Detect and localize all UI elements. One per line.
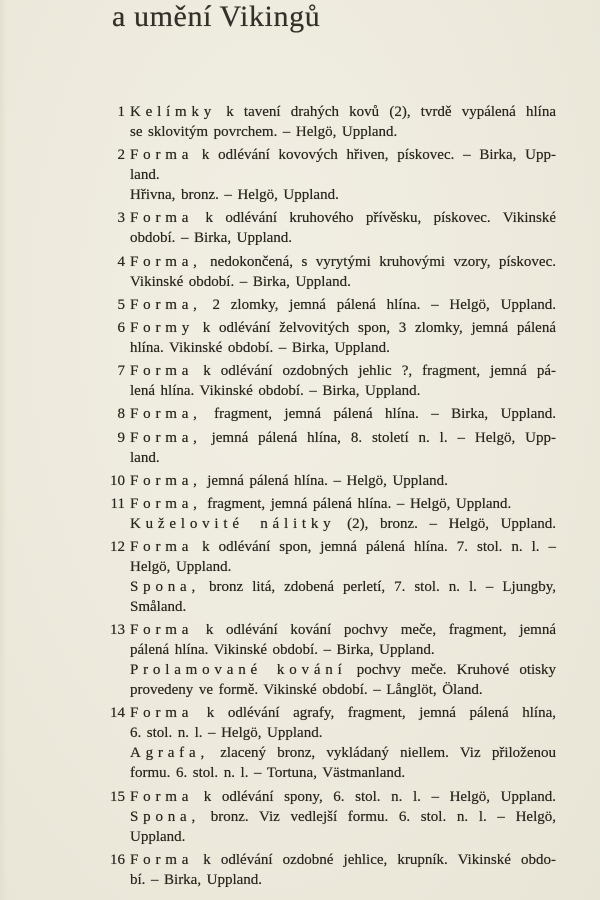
text-line: Forma k odlévání kruhového přívěsku, pískovec. Vikinské [130, 210, 556, 227]
item-number: 2 [117, 147, 125, 164]
text-line: Forma, jemná pálená hlína. – Helgö, Uppland. [130, 472, 448, 489]
text-line: land. [130, 167, 160, 184]
text-line: se sklovitým povrchem. – Helgö, Uppland. [130, 124, 398, 140]
entry-lead: Formy [130, 319, 195, 336]
item-number: 9 [117, 429, 125, 446]
item-number: 6 [117, 319, 125, 336]
text-line: Forma k odlévání spon, jemná pálená hlína. 7. stol. n. l. – [130, 539, 556, 556]
item-text [130, 703, 556, 783]
item-text [130, 850, 556, 890]
text-line: Agrafa, zlacený bronz, vykládaný niellem. Viz přiloženou [130, 745, 556, 762]
item-text [130, 252, 556, 292]
text-line: 6. stol. n. l. – Helgö, Uppland. [130, 725, 323, 742]
entry-lead: Forma [130, 210, 194, 227]
list-item [106, 208, 556, 248]
list-item [106, 145, 556, 205]
item-text [130, 145, 556, 205]
list-item [106, 318, 556, 358]
item-text [130, 494, 556, 534]
text-line: Kelímky k tavení drahých kovů (2), tvrdě vypálená hlína [130, 104, 556, 120]
item-number: 8 [117, 406, 125, 423]
item-number: 12 [110, 539, 125, 556]
entry-lead: Kuželovité nálitky [130, 515, 336, 532]
text-line: Forma k odlévání spony, 6. stol. n. l. – Helgö, Uppland. [130, 788, 556, 805]
item-text [130, 428, 556, 468]
item-number: 4 [117, 253, 125, 270]
item-text [130, 102, 556, 142]
entry-lead: Forma [130, 147, 194, 164]
list-item [106, 471, 556, 491]
text-line: Hřivna, bronz. – Helgö, Uppland. [130, 187, 339, 204]
entry-lead: Forma, [130, 429, 202, 446]
item-number: 11 [110, 495, 125, 512]
entry-lead: Forma [130, 788, 194, 805]
item-number: 10 [110, 472, 125, 489]
text-line: Forma k odlévání ozdobné jehlice, krupník. Vikinské obdo- [130, 851, 556, 868]
item-number: 14 [110, 705, 125, 722]
list-item [106, 102, 556, 142]
list-item [106, 252, 556, 292]
item-number: 16 [110, 851, 125, 868]
entry-lead: Forma [130, 539, 194, 556]
entry-lead: Forma [130, 363, 194, 380]
list-item [106, 295, 556, 315]
item-text [130, 620, 556, 700]
entry-lead: Prolamované kování [130, 662, 347, 679]
list-item [106, 361, 556, 401]
item-text [130, 537, 556, 617]
list-item [106, 850, 556, 890]
text-line: Forma k odlévání agrafy, fragment, jemná pálená hlína, [130, 705, 556, 722]
text-line: bí. – Birka, Uppland. [130, 871, 263, 888]
list-item [106, 494, 556, 534]
item-number: 3 [117, 210, 125, 227]
text-line: Formy k odlévání želvovitých spon, 3 zlomky, jemná pálená [130, 319, 556, 336]
text-line: pálená hlína. Vikinské období. – Birka, Uppland. [130, 642, 435, 659]
text-line: Kuželovité nálitky (2), bronz. – Helgö, Uppland. [130, 515, 556, 532]
text-line: Forma, fragment, jemná pálená hlína. – Birka, Uppland. [130, 406, 556, 423]
entry-lead: Forma, [130, 406, 202, 423]
entry-lead: Forma, [130, 253, 202, 270]
text-line: Forma, jemná pálená hlína, 8. století n. l. – Helgö, Upp- [130, 429, 556, 446]
entry-lead: Agrafa, [130, 745, 209, 762]
text-line: Uppland. [130, 828, 186, 845]
text-line: land. [130, 449, 160, 466]
entry-lead: Forma [130, 622, 194, 639]
text-line: Prolamované kování pochvy meče. Kruhové otisky [130, 662, 557, 679]
item-text [130, 318, 556, 358]
entry-lead: Kelímky [130, 104, 217, 120]
item-text [130, 787, 556, 847]
page-title: a umění Vikingů [112, 0, 321, 33]
text-line: Forma k odlévání ozdobných jehlic ?, fragment, jemná pá- [130, 363, 556, 380]
text-line: Forma, 2 zlomky, jemná pálená hlína. – Helgö, Uppland. [130, 296, 556, 313]
text-line: Forma, nedokončená, s vyrytými kruhovými vzory, pískovec. [130, 253, 556, 270]
item-number: 15 [110, 788, 125, 805]
text-line: Forma k odlévání kování pochvy meče, fragment, jemná [130, 622, 556, 639]
list-item [106, 787, 556, 847]
item-number: 13 [110, 622, 125, 639]
item-text [130, 295, 556, 315]
text-line: hlína. Vikinské období. – Birka, Uppland. [130, 339, 390, 356]
list-item [106, 404, 556, 424]
entry-lead: Forma, [130, 296, 202, 313]
text-line: období. – Birka, Uppland. [130, 230, 293, 247]
entry-lead: Forma, [130, 472, 202, 489]
list-item [106, 428, 556, 468]
text-line: formu. 6. stol. n. l. – Tortuna, Västmanland. [130, 765, 406, 782]
item-text [130, 208, 556, 248]
text-line: lená hlína. Vikinské období. – Birka, Uppland. [130, 383, 421, 400]
item-text [130, 404, 556, 424]
text-line: Forma k odlévání kovových hřiven, pískovec. – Birka, Upp- [130, 147, 556, 164]
item-text [130, 471, 556, 491]
text-line: Småland. [130, 599, 187, 616]
item-number: 7 [117, 363, 125, 380]
entry-lead: Spona, [130, 579, 201, 596]
list-item [106, 537, 556, 617]
text-line: provedeny ve formě. Vikinské období. – Långlöt, Öland. [130, 682, 483, 699]
text-line: Spona, bronz litá, zdobená perletí, 7. stol. n. l. – Ljungby, [130, 579, 556, 596]
text-line: Forma, fragment, jemná pálená hlína. – Helgö, Uppland. [130, 495, 512, 512]
entry-lead: Forma [130, 705, 194, 722]
item-number: 5 [117, 296, 125, 313]
list-item [106, 620, 556, 700]
list-item [106, 703, 556, 783]
entry-lead: Spona, [130, 808, 201, 825]
entry-lead: Forma [130, 851, 194, 868]
item-number: 1 [117, 104, 125, 120]
text-line: Spona, bronz. Viz vedlejší formu. 6. stol. n. l. – Helgö, [130, 808, 556, 825]
entry-lead: Forma, [130, 495, 202, 512]
catalog-list [106, 102, 556, 893]
item-text [130, 361, 556, 401]
text-line: Vikinské období. – Birka, Uppland. [130, 273, 351, 290]
text-line: Helgö, Uppland. [130, 559, 232, 576]
